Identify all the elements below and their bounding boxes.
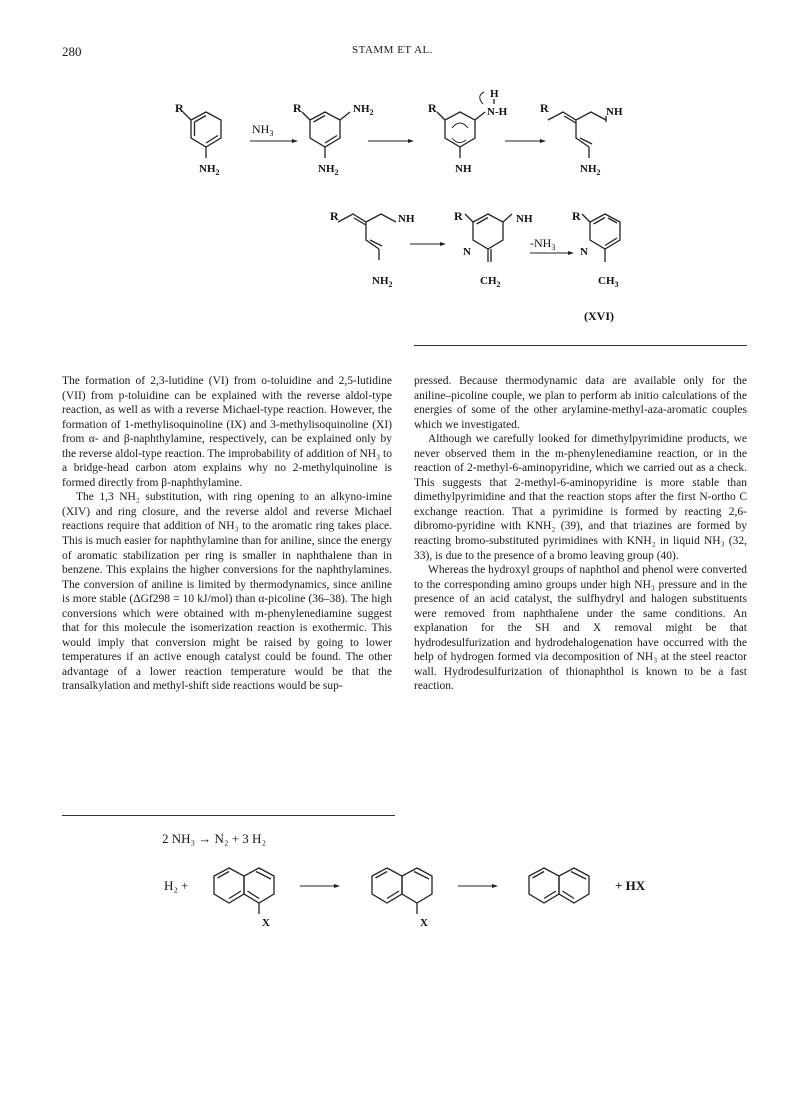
naphthalene-ring-left bbox=[214, 868, 244, 903]
nh-label: NH bbox=[398, 213, 415, 225]
saturated-ring bbox=[402, 868, 432, 903]
open-chain-imine bbox=[548, 112, 606, 120]
divider-rule bbox=[62, 815, 395, 816]
nh-label: NH bbox=[455, 163, 472, 175]
paragraph: pressed. Because thermodynamic data are available only for the aniline–picoline couple, we plan to perform ab initio calculations of the energies of some of the other arylamine-methyl-aza-aromatic couples which we investigated. bbox=[414, 375, 747, 431]
r-label: R bbox=[293, 101, 302, 115]
minus-nh3-label: $-NH_3$ bbox=[530, 236, 556, 252]
nh-h-label: N-H bbox=[487, 106, 508, 118]
reaction-scheme-top bbox=[0, 0, 785, 345]
open-chain-imine bbox=[338, 214, 396, 222]
naphthalene-ring-right bbox=[559, 868, 589, 903]
n-label: N bbox=[463, 246, 471, 258]
h2-plus-label: H₂ + bbox=[164, 878, 189, 893]
ch2-label: $CH_2$ bbox=[480, 275, 501, 289]
x-label: X bbox=[262, 917, 270, 929]
dihydropyridine-ring bbox=[473, 214, 503, 249]
r-label: R bbox=[572, 209, 581, 223]
left-column bbox=[62, 374, 392, 694]
r-label: R bbox=[330, 209, 339, 223]
naphthalene-ring-right bbox=[244, 868, 274, 903]
hx-product-label: + HX bbox=[615, 878, 646, 893]
nh2-label: $NH_2$ bbox=[372, 275, 393, 289]
paragraph: Although we carefully looked for dimethylpyrimidine products, we never observed them in the m-phenylenediamine reaction, or in the reaction of 2-methyl-6-aminopyridine, which we carried out as a check. This suggests that 2-methyl-6-aminopyridine is more stable than dimethylpyrimidine and that the reaction stops after the first N-ortho C exchange reaction. That a pyrimidine is formed by reacting 2,6-dibromo-pyridine with KNH₂ (39), and that triazines are formed by reacting bromo-substituted pyrimidines with KNH₂ in liquid NH₃ (32, 33), is due to the presence of a bromo leaving group (40). bbox=[414, 433, 747, 562]
nh2-label: $NH_2$ bbox=[580, 163, 601, 177]
benzene-ring-1 bbox=[191, 112, 221, 147]
nh2-label: $NH_2$ bbox=[353, 103, 374, 117]
r-label: R bbox=[454, 209, 463, 223]
r-label: R bbox=[428, 101, 437, 115]
cyclohexadiene-ring bbox=[310, 112, 340, 147]
x-label: X bbox=[420, 917, 428, 929]
decomposition-equation: 2 NH₃ → N₂ + 3 H₂ bbox=[162, 831, 266, 846]
right-column bbox=[414, 374, 747, 694]
running-head: STAMM ET AL. bbox=[351, 44, 433, 56]
h-label: H bbox=[490, 88, 499, 100]
nh2-label: $NH_2$ bbox=[318, 163, 339, 177]
naphthalene-ring-left bbox=[529, 868, 559, 903]
nh2-label: $NH_2$ bbox=[199, 163, 220, 177]
n-label: N bbox=[580, 246, 588, 258]
paragraph: The 1,3 NH₂ substitution, with ring opening to an alkyno-imine (XIV) and ring closure, and the reverse aldol and reverse Michael reactions require that addition of NH₃ to the aromatic ring takes place. This is much easier for naphthylamine than for aniline, since the energy of aromatic stabilization per ring is smaller in naphthalene than in benzene. This explains the higher conversions for the naphthylamines. The conversion of aniline is limited by thermodynamics, since aniline is more stable (ΔGf298 = 10 kJ/mol) than α-picoline (36–38). The high conversions which were obtained with m-phenylenediamine suggest that for this molecule the isomerization reaction is exothermic. This would imply that conversion might be raised by going to lower temperatures if an active enough catalyst could be found. The other advantage of a lower reaction temperature would be that the transalkylation and methyl-shift side reactions would be sup- bbox=[62, 491, 392, 693]
nh3-label: $NH_3$ bbox=[252, 122, 274, 138]
aromatic-ring bbox=[372, 868, 402, 903]
nh-label: NH bbox=[606, 106, 623, 118]
pyridine-ring bbox=[590, 214, 620, 249]
compound-label: (XVI) bbox=[584, 309, 614, 323]
r-label: R bbox=[540, 101, 549, 115]
ch3-label: $CH_3$ bbox=[598, 275, 619, 289]
paragraph: Whereas the hydroxyl groups of naphthol and phenol were converted to the corresponding amino groups under high NH₃ pressure and in the presence of an acid catalyst, the sulfhydryl and halogen substituents were removed from naphthalene under the same conditions. An explanation for the SH and X removal might be that hydrodesulfurization and hydrodehalogenation have occurred with the help of hydrogen formed via decomposition of NH₃ at the steel reactor wall. Hydrodesulfurization of thionaphthol is known to be a fast reaction. bbox=[414, 564, 747, 693]
r-label: R bbox=[175, 101, 184, 115]
ring-with-electron-arrows bbox=[445, 112, 475, 147]
paragraph: The formation of 2,3-lutidine (VI) from o-toluidine and 2,5-lutidine (VII) from p-toluidine can be explained with the reverse aldol-type reaction, as well as with a reverse Michael-type reaction. However, the formation of 1-methylisoquinoline (IX) and 3-methylisoquinoline (XI) from α- and β-naphthylamine, respectively, can be explained only by the reverse aldol-type reaction. The improbability of addition of NH₃ to a bridge-head carbon atom explains why no 2-methylquinoline is formed directly from β-naphthylamine. bbox=[62, 375, 392, 489]
page-number: 280 bbox=[62, 44, 82, 59]
divider-rule bbox=[414, 345, 747, 346]
nh-label: NH bbox=[516, 213, 533, 225]
